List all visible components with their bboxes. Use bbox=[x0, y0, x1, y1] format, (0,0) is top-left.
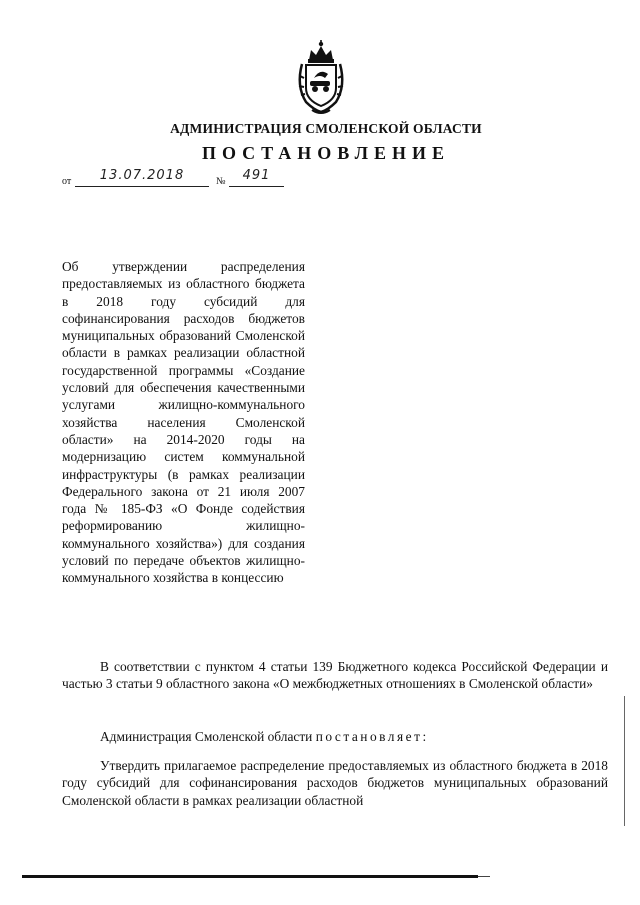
document-type-title: ПОСТАНОВЛЕНИЕ bbox=[201, 143, 451, 163]
date-label: от bbox=[62, 176, 72, 187]
date-value: 13.07.2018 bbox=[75, 168, 209, 187]
scan-bottom-dash bbox=[478, 876, 490, 877]
smolensk-coat-of-arms-icon bbox=[292, 38, 350, 116]
organization-title: АДМИНИСТРАЦИЯ СМОЛЕНСКОЙ ОБЛАСТИ bbox=[170, 121, 482, 136]
scan-bottom-bar bbox=[22, 875, 478, 878]
number-value: 491 bbox=[229, 168, 284, 187]
number-label: № bbox=[216, 176, 226, 187]
item-1-text: Утвердить прилагаемое распределение предоставляемых из областного бюджета в 2018 году субсидий для софинансирования расходов бюджетов муниципальных образований Смоленской области в рамках реализации областной bbox=[62, 758, 608, 808]
decree-prefix: Администрация Смоленской области bbox=[100, 729, 316, 744]
scan-edge-line bbox=[624, 696, 625, 826]
decree-word: постановляет: bbox=[315, 729, 429, 744]
item-1-paragraph bbox=[62, 757, 608, 809]
basis-paragraph bbox=[62, 658, 608, 693]
document-subject bbox=[62, 258, 305, 587]
basis-text: В соответствии с пунктом 4 статьи 139 Бюджетного кодекса Российской Федерации и частью 3 статьи 9 областного закона «О межбюджетных отношениях в Смоленской области» bbox=[62, 659, 608, 692]
subject-text: Об утверждении распределения предоставляемых из областного бюджета в 2018 году субсидий для софинансирования расходов бюджетов муниципальных образований Смоленской области в рамках реализации областной государственной программы «Создание условий для обеспечения качественными услугами жилищно-коммунального хозяйства населения Смоленской области» на 2014-2020 годы на модернизацию систем коммунальной инфраструктуры (в рамках реализации Федерального закона от 21 июля 2007 года № 185-ФЗ «О Фонде содействия реформированию жилищно-коммунального хозяйства») для создания условий по передаче объектов жилищно-коммунального хозяйства в концессию bbox=[62, 259, 305, 586]
decree-paragraph bbox=[62, 728, 608, 745]
